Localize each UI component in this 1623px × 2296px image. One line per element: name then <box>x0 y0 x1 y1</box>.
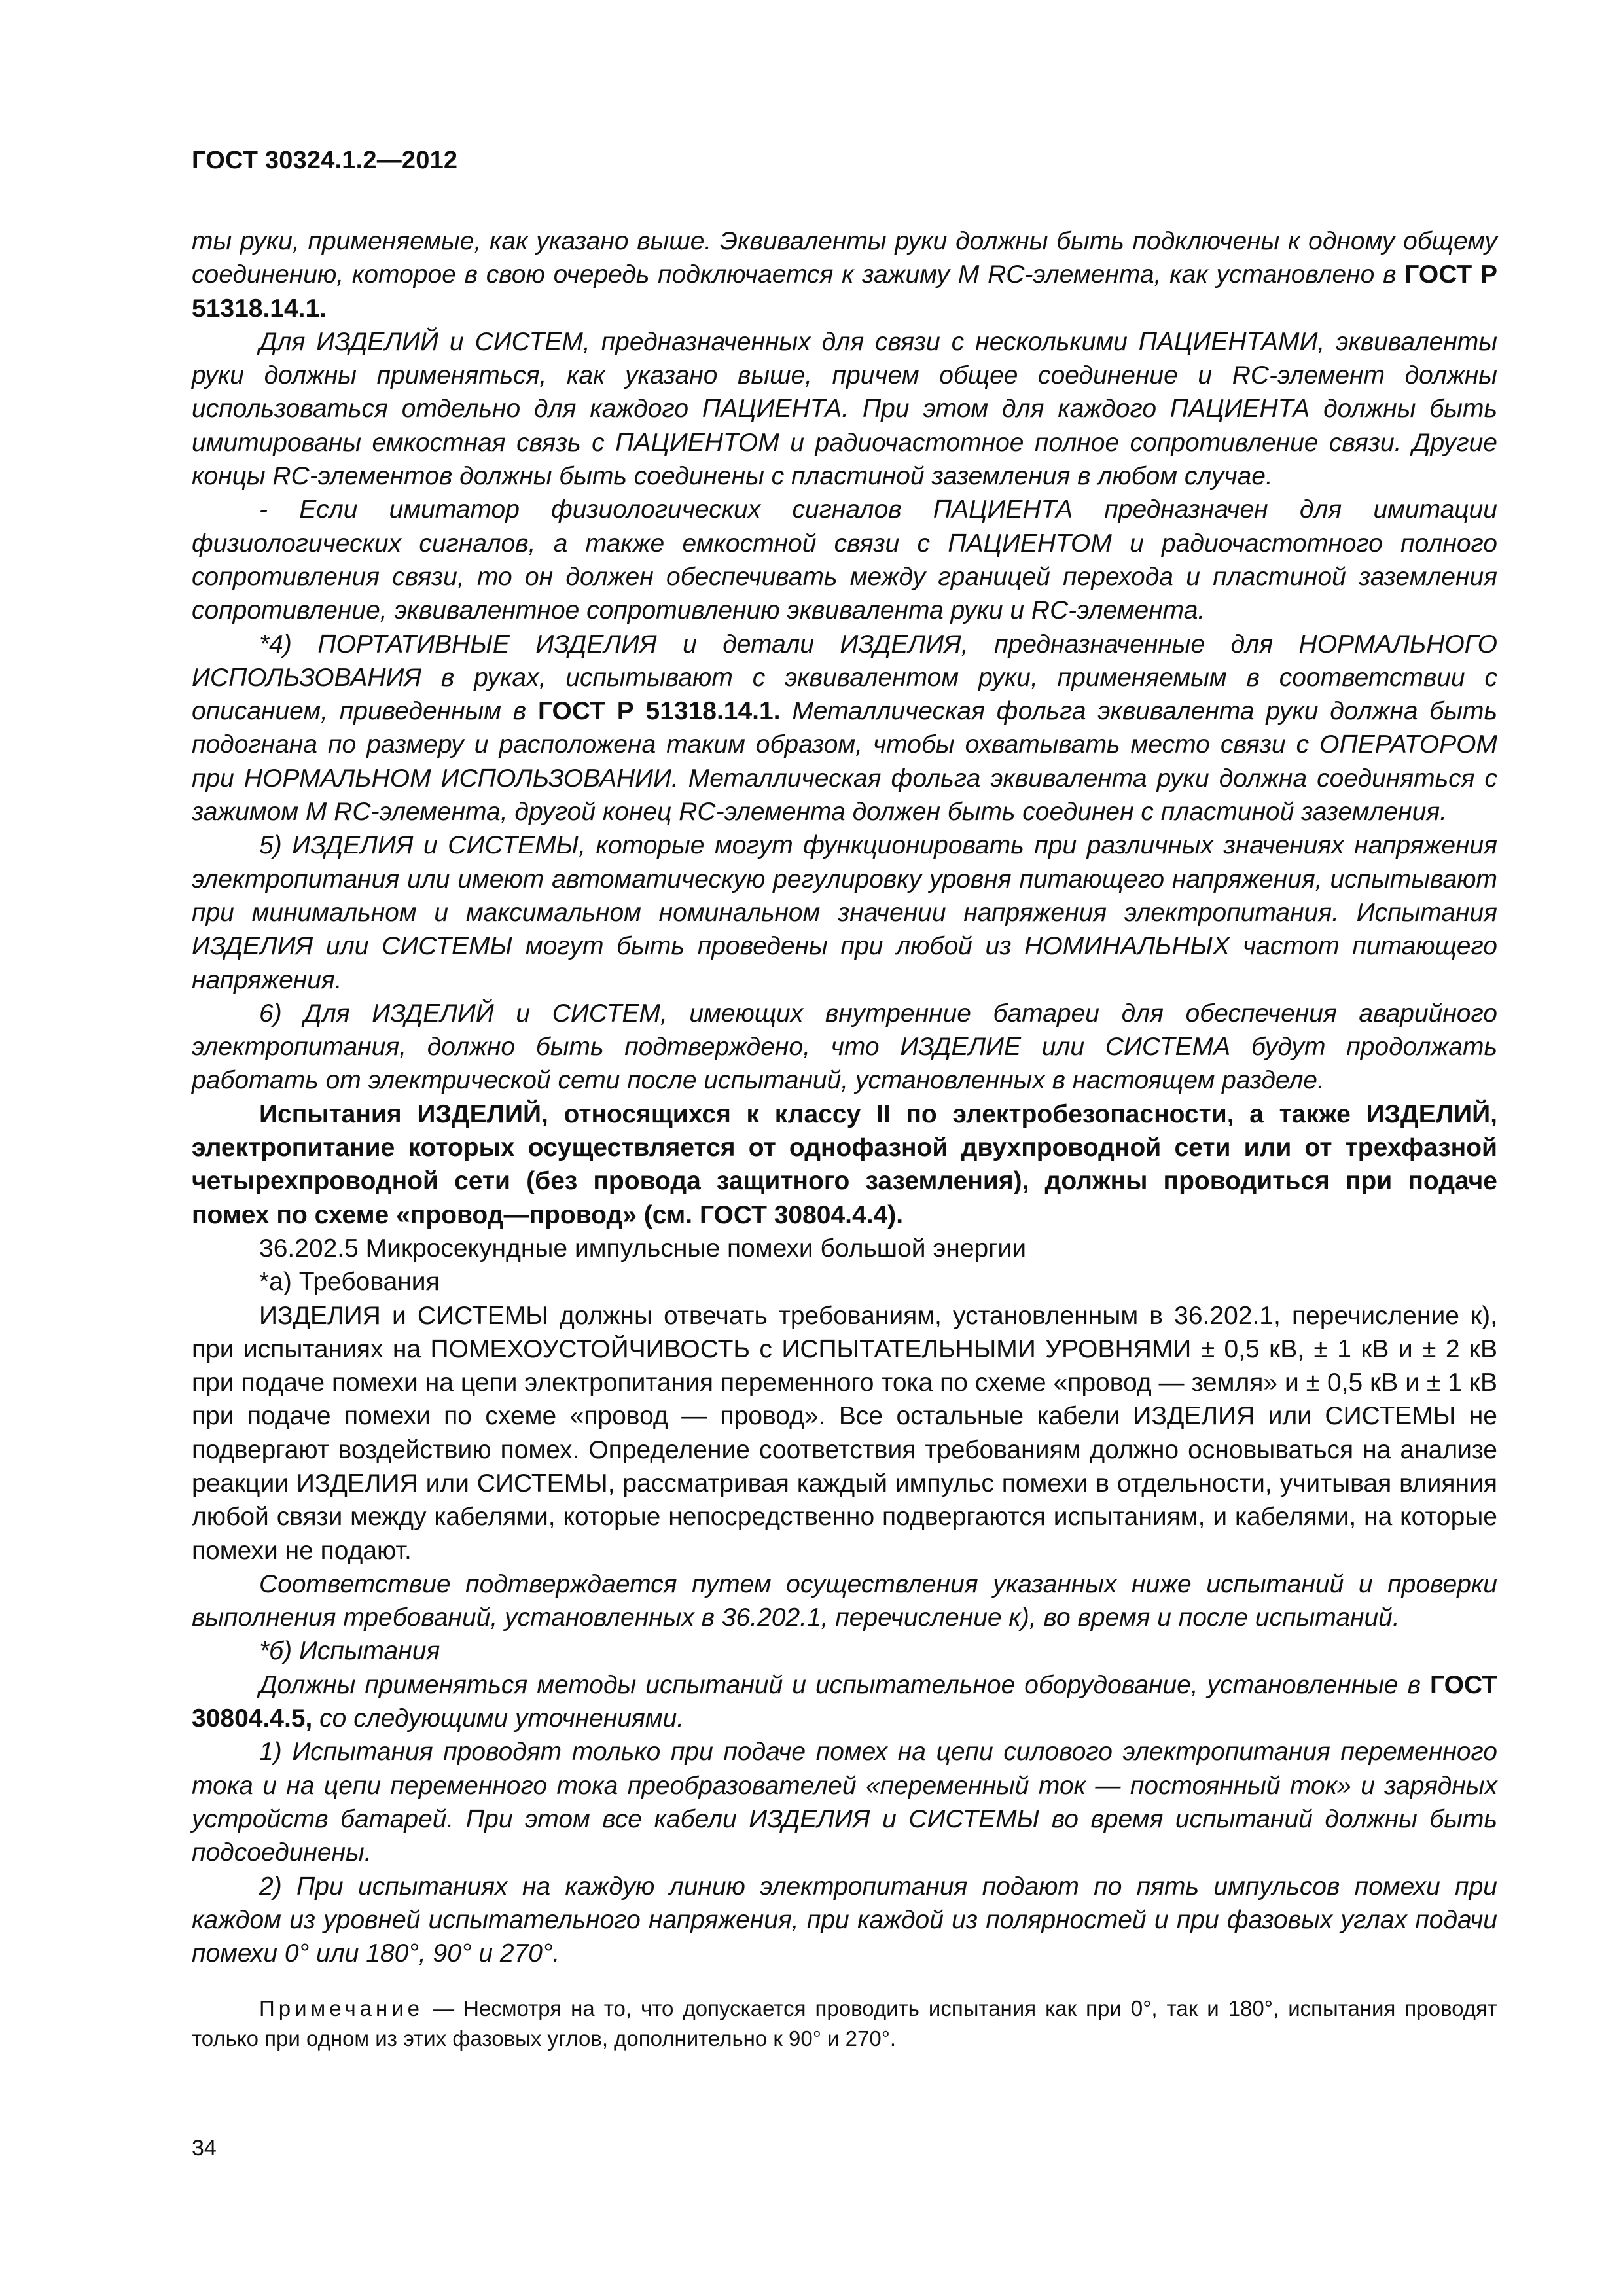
paragraph-multiple-patients: Для ИЗДЕЛИЙ и СИСТЕМ, предназначенных для связи с несколькими ПАЦИЕНТАМИ, эквиваленты руки должны применяться, как указано выше, причем общее соединение и RC-элемент должны использоваться отдельно для каждого ПАЦИЕНТА. При этом для каждого ПАЦИЕНТА должны быть имитированы емкостная связь с ПАЦИЕНТОМ и радиочастотное полное сопротивление связи. Другие концы RC-элементов должны быть соединены с пластиной заземления в любом случае. <box>192 327 1497 491</box>
standard-reference: ГОСТ Р 51318.14.1. <box>192 260 1498 323</box>
paragraph-hand-equivalent-connection <box>192 224 1497 325</box>
paragraph-class-ii-tests: Испытания ИЗДЕЛИЙ, относящихся к классу II по электробезопасности, а также ИЗДЕЛИЙ, электропитание которых осуществляется от однофазной двухпроводной сети или от трехфазной четырехпроводной сети (без провода защитного заземления), должны проводиться при подаче помех по схеме «провод—провод» (см. ГОСТ 30804.4.4). <box>192 1100 1497 1229</box>
paragraph-immunity-levels: ИЗДЕЛИЯ и СИСТЕМЫ должны отвечать требованиям, установленным в 36.202.1, перечисление к), при испытаниях на ПОМЕХОУСТОЙЧИВОСТЬ с ИСПЫТАТЕЛЬНЫМИ УРОВНЯМИ ± 0,5 кВ, ± 1 кВ и ± 2 кВ при подаче помехи на цепи электропитания переменного тока по схеме «провод — земля» и ± 0,5 кВ и ± 1 кВ при подаче помехи по схеме «провод — провод». Все остальные кабели ИЗДЕЛИЯ или СИСТЕМЫ не подвергают воздействию помех. Определение соответствия требованиям должно основываться на анализе реакции ИЗДЕЛИЯ или СИСТЕМЫ, рассматривая каждый импульс помехи в отдельности, учитывая влияния любой связи между кабелями, которые непосредственно подвергаются испытаниям, и кабелями, на которые помехи не подают. <box>192 1301 1497 1565</box>
document-code-header: ГОСТ 30324.1.2—2012 <box>192 147 458 174</box>
paragraph-test-methods <box>192 1668 1497 1736</box>
paragraph-internal-batteries: 6) Для ИЗДЕЛИЙ и СИСТЕМ, имеющих внутренние батареи для обеспечения аварийного электропитания, должно быть подтверждено, что ИЗДЕЛИЕ или СИСТЕМА будут продолжать работать от электрической сети после испытаний, установленных в настоящем разделе. <box>192 999 1497 1095</box>
paragraph-portable-devices <box>192 628 1497 829</box>
note-text: — Несмотря на то, что допускается проводить испытания как при 0°, так и 180°, испытания проводят только при одном из этих фазовых углов, дополнительно к 90° и 270°. <box>192 1996 1497 2051</box>
paragraph-text: *4) ПОРТАТИВНЫЕ ИЗДЕЛИЯ и детали ИЗДЕЛИЯ, предназначенные для НОРМАЛЬНОГО ИСПОЛЬЗОВАНИЯ в руках, испытывают с эквивалентом руки, применяемым в соответствии с описанием, приведенным в <box>192 630 1497 726</box>
paragraph-text: со следующими уточнениями. <box>312 1704 685 1733</box>
paragraph-text: ты руки, применяемые, как указано выше. Эквиваленты руки должны быть подключены к одному общему соединению, которое в свою очередь подключается к зажиму М RC-элемента, как установлено в <box>192 227 1497 289</box>
note-label: Примечание <box>259 1996 424 2021</box>
paragraph-compliance: Соответствие подтверждается путем осуществления указанных ниже испытаний и проверки выполнения требований, установленных в 36.202.1, перечисление к), во время и после испытаний. <box>192 1570 1497 1632</box>
page-number: 34 <box>192 2136 217 2161</box>
subheading-requirements: *а) Требования <box>259 1268 440 1297</box>
paragraph-patient-simulator: - Если имитатор физиологических сигналов ПАЦИЕНТА предназначен для имитации физиологических сигналов, а также емкостной связи с ПАЦИЕНТОМ и радиочастотного полного сопротивления связи, то он должен обеспечивать между границей перехода и пластиной заземления сопротивление, эквивалентное сопротивлению эквивалента руки и RC-элемента. <box>192 495 1497 625</box>
subheading-tests: *б) Испытания <box>259 1637 440 1666</box>
standard-reference: ГОСТ 30804.4.5, <box>192 1670 1497 1733</box>
paragraph-supply-voltage: 5) ИЗДЕЛИЯ и СИСТЕМЫ, которые могут функционировать при различных значениях напряжения электропитания или имеют автоматическую регулировку уровня питающего напряжения, испытывают при минимальном и максимальном номинальном значении напряжения электропитания. Испытания ИЗДЕЛИЯ или СИСТЕМЫ могут быть проведены при любой из НОМИНАЛЬНЫХ частот питающего напряжения. <box>192 831 1497 994</box>
paragraph-text: Должны применяться методы испытаний и испытательное оборудование, установленные в <box>259 1670 1431 1699</box>
document-body <box>192 224 1497 2054</box>
note-paragraph <box>192 1994 1497 2054</box>
section-heading-36-202-5: 36.202.5 Микросекундные импульсные помехи большой энергии <box>259 1234 1026 1263</box>
standard-reference: ГОСТ Р 51318.14.1. <box>537 697 781 726</box>
paragraph-test-item-2: 2) При испытаниях на каждую линию электропитания подают по пять импульсов помехи при каждом из уровней испытательного напряжения, при каждой из полярностей и при фазовых углах подачи помехи 0° или 180°, 90° и 270°. <box>192 1872 1497 1968</box>
paragraph-test-item-1: 1) Испытания проводят только при подаче помех на цепи силового электропитания переменного тока и на цепи переменного тока преобразователей «переменный ток — постоянный ток» и зарядных устройств батарей. При этом все кабели ИЗДЕЛИЯ и СИСТЕМЫ во время испытаний должны быть подсоединены. <box>192 1738 1497 1867</box>
paragraph-text: Металлическая фольга эквивалента руки должна быть подогнана по размеру и расположена таким образом, чтобы охватывать место связи с ОПЕРАТОРОМ при НОРМАЛЬНОМ ИСПОЛЬЗОВАНИИ. Металлическая фольга эквивалента руки должна соединяться с зажимом М RC-элемента, другой конец RC-элемента должен быть соединен с пластиной заземления. <box>192 697 1497 827</box>
